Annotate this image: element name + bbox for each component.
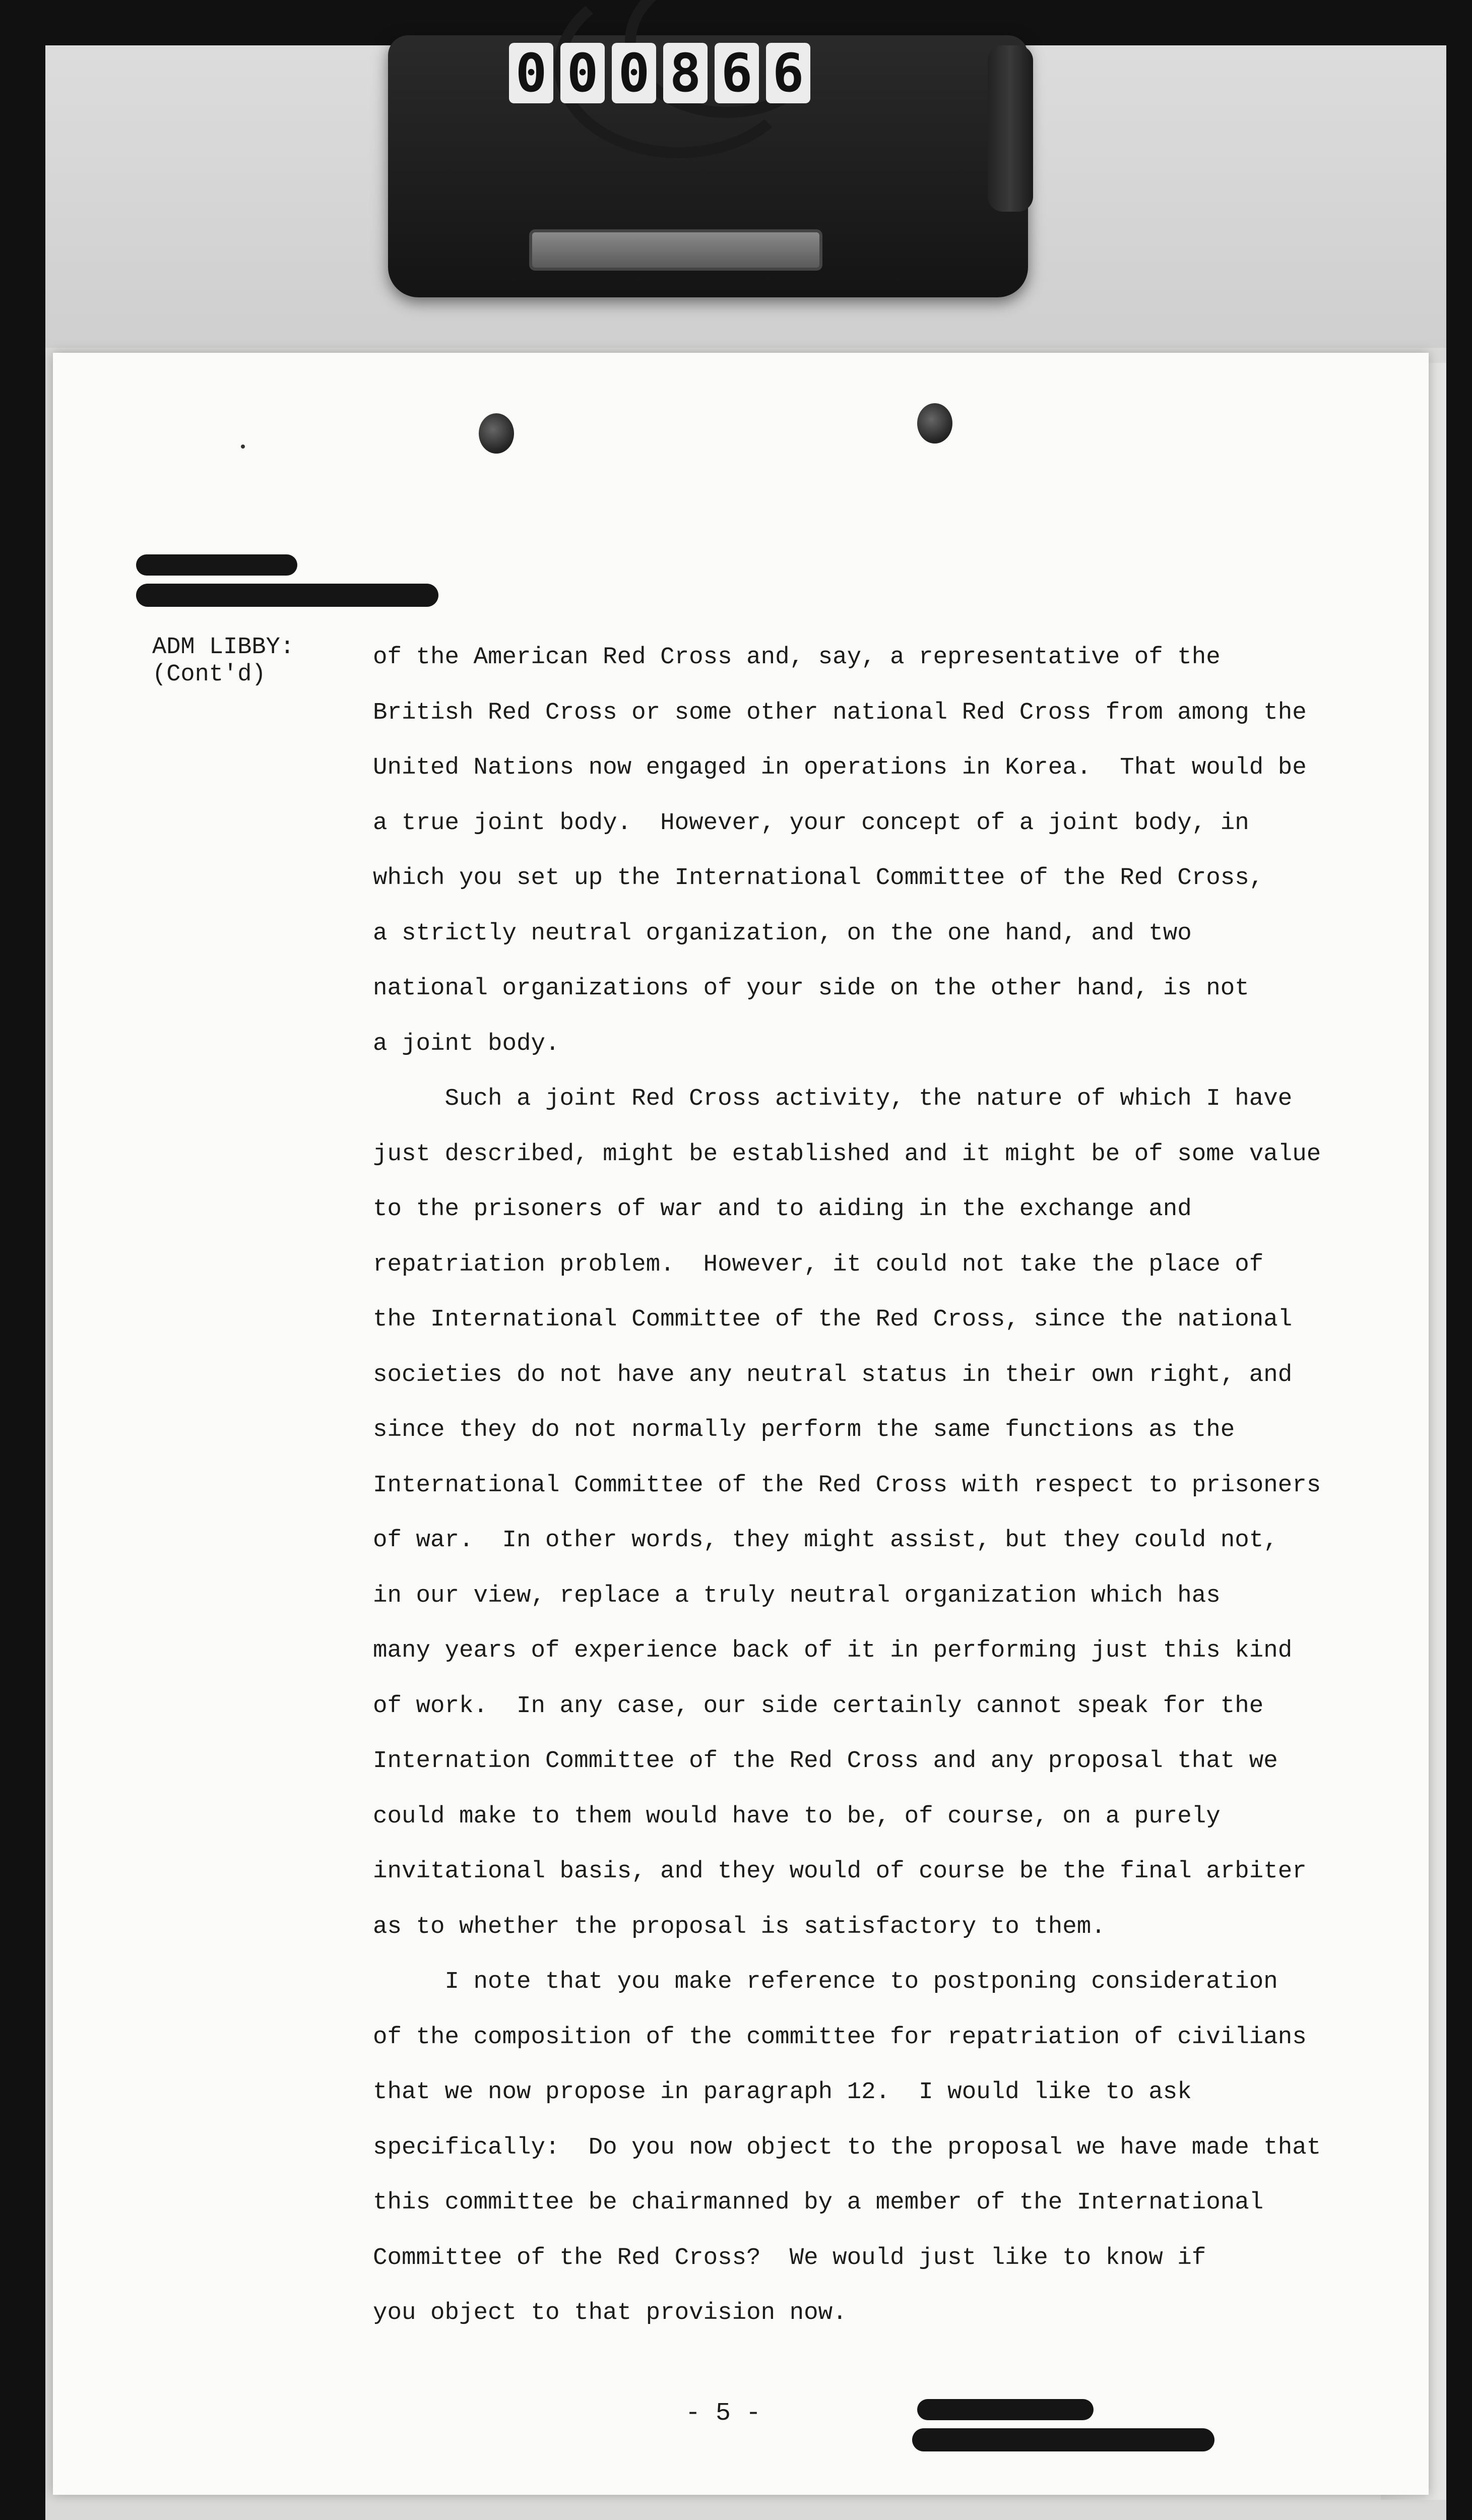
counter-digit: 0 xyxy=(509,43,553,103)
text-line: invitational basis, and they would of course be the final arbiter xyxy=(373,1858,1307,1885)
punch-hole-icon xyxy=(479,413,514,454)
text-line: a strictly neutral organization, on the one hand, and two xyxy=(373,919,1192,947)
counter-digit: 6 xyxy=(766,43,810,103)
text-line: societies do not have any neutral status in their own right, and xyxy=(373,1361,1293,1389)
page-number: - 5 - xyxy=(685,2399,761,2428)
speaker-label xyxy=(152,634,294,688)
text-line: that we now propose in paragraph 12. I would like to ask xyxy=(373,2078,1192,2106)
counter-digit: 0 xyxy=(560,43,605,103)
document-body xyxy=(373,630,1321,2341)
text-line: national organizations of your side on the other hand, is not xyxy=(373,975,1249,1002)
text-line: Committee of the Red Cross? We would just like to know if xyxy=(373,2244,1206,2272)
redaction-bar xyxy=(917,2399,1094,2420)
speaker-name: ADM LIBBY: xyxy=(152,634,295,661)
punch-hole-icon xyxy=(917,403,952,444)
counter-digit: 0 xyxy=(612,43,656,103)
speaker-continued: (Cont'd) xyxy=(152,661,266,688)
text-line: a joint body. xyxy=(373,1030,560,1057)
text-line: in our view, replace a truly neutral organization which has xyxy=(373,1582,1221,1609)
text-line: the International Committee of the Red Cross, since the national xyxy=(373,1306,1293,1333)
text-line: you object to that provision now. xyxy=(373,2299,847,2326)
text-line: specifically: Do you now object to the proposal we have made that xyxy=(373,2133,1321,2161)
counter-plate xyxy=(529,229,822,271)
text-line: as to whether the proposal is satisfactory to them. xyxy=(373,1913,1106,1940)
text-line: United Nations now engaged in operations in Korea. That would be xyxy=(373,754,1307,781)
counter-digit: 8 xyxy=(663,43,708,103)
redaction-bar xyxy=(136,584,438,607)
text-line: repatriation problem. However, it could not take the place of xyxy=(373,1250,1264,1278)
stray-mark xyxy=(241,445,245,449)
text-line: this committee be chairmanned by a member of the International xyxy=(373,2189,1264,2216)
text-line: Internation Committee of the Red Cross and any proposal that we xyxy=(373,1747,1278,1775)
redaction-bar xyxy=(912,2428,1214,2451)
counter-digit: 6 xyxy=(715,43,759,103)
text-line: of the American Red Cross and, say, a representative of the xyxy=(373,644,1221,671)
redaction-bar xyxy=(136,554,297,576)
text-line: which you set up the International Committee of the Red Cross, xyxy=(373,864,1264,892)
text-line: many years of experience back of it in performing just this kind xyxy=(373,1637,1293,1664)
text-line: of the composition of the committee for repatriation of civilians xyxy=(373,2023,1307,2051)
text-line: since they do not normally perform the same functions as the xyxy=(373,1416,1235,1443)
text-line: I note that you make reference to postponing consideration xyxy=(373,1968,1278,1995)
text-line: to the prisoners of war and to aiding in the exchange and xyxy=(373,1195,1192,1223)
text-line: a true joint body. However, your concept of a joint body, in xyxy=(373,809,1249,837)
text-line: could make to them would have to be, of course, on a purely xyxy=(373,1802,1221,1830)
counter-knob xyxy=(988,45,1033,212)
text-line: International Committee of the Red Cross with respect to prisoners xyxy=(373,1471,1321,1499)
counter-digits xyxy=(509,43,810,103)
text-line: of war. In other words, they might assist, but they could not, xyxy=(373,1527,1278,1554)
text-line: British Red Cross or some other national Red Cross from among the xyxy=(373,699,1307,726)
text-line: Such a joint Red Cross activity, the nature of which I have xyxy=(373,1085,1293,1112)
text-line: just described, might be established and it might be of some value xyxy=(373,1140,1321,1168)
text-line: of work. In any case, our side certainly cannot speak for the xyxy=(373,1692,1264,1720)
